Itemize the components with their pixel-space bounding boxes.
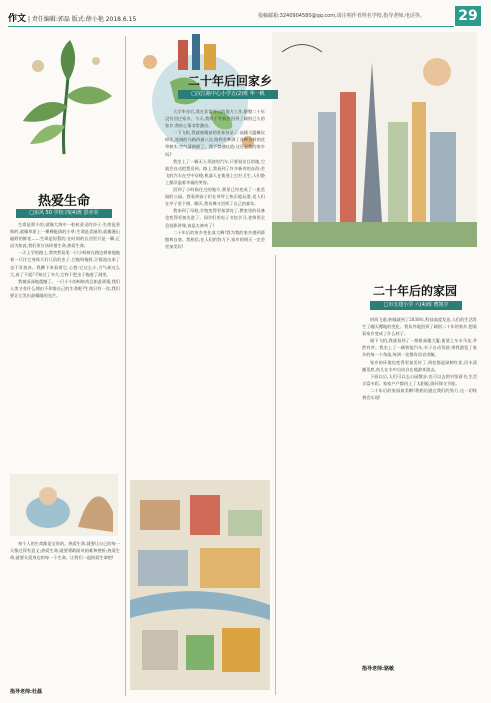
paragraph: 我坐上了一辆无人驾驶的汽车,只要说出目的地,它就会自动把我送到。路上,我看到了许多新奇的东西:会飞的汽车在空中穿梭,机器人在街道上打扫卫生,人们脸上都洋溢着幸福的笑容。 bbox=[165, 158, 265, 185]
plant-illustration bbox=[8, 36, 120, 156]
header-meta: | 责任编辑:郭磊 版式:薛小艳 2018.6.15 bbox=[27, 16, 137, 23]
page-number: 29 bbox=[455, 6, 481, 26]
center-article-title: 二十年后回家乡 bbox=[187, 74, 272, 88]
paragraph: 我被深深地震撼了。一只小小的蚂蚁尚且如此顽强,我们人类又有什么理由不珍惜自己的生命呢?生命只有一次,我们要让它发出最耀眼的光芒。 bbox=[10, 278, 120, 298]
column-divider bbox=[275, 255, 276, 695]
paragraph: 一下飞机,我就被眼前的景象惊呆了:高楼大厦鳞次栉比,宽阔的马路四通八达,路两旁种满了各种各样的花草树木,空气清新极了。我不禁感叹道:这还是我的家乡吗? bbox=[165, 130, 265, 157]
paragraph: 下班以后,人们可以去公园散步,也可以去图书馆看书,生活丰富多彩。家家户户都用上了太阳能,既环保又节能。 bbox=[362, 373, 477, 386]
left-article-body-continued bbox=[10, 540, 120, 685]
paragraph: 刚下飞机,我就看到了一排排高楼大厦,街道上车水马龙,井然有序。我坐上了一辆智能汽车,车子自动驾驶,带我游览了家乡的每一个角落,每到一处都有语音讲解。 bbox=[362, 338, 477, 358]
center-article-body bbox=[165, 108, 265, 478]
left-article-byline: □东风 50 学校 四(4)班 彭亦菲 bbox=[16, 209, 112, 218]
paragraph: 生命是那小的,就像大海中一粒粒金灵的沙子;生命是坚韧的,就像草原上一棵棵挺拔的小草;生命是美丽的,就像漫山遍野的鲜花……生命是短暂的,在时间的长河里只是一瞬,正因为如此,我们更应该珍惜生命,热爱生命。 bbox=[10, 222, 120, 249]
cityscape-illustration bbox=[272, 32, 477, 247]
paragraph: 二十年后的家乡变化真大啊!我为我的家乡感到骄傲和自豪。我相信,在人们的努力下,家乡的明天一定会更加美好! bbox=[165, 229, 265, 249]
paragraph: 家乡的环境也变得更加美好了,到处都是绿树红花,河水清澈见底,鱼儿在水中自由自在地游来游去。 bbox=[362, 359, 477, 372]
right-article-byline: □市五建小学 六(4)班 曹凯宇 bbox=[370, 301, 462, 310]
right-article-body bbox=[362, 316, 477, 658]
section-title: 作文 bbox=[8, 14, 27, 24]
paragraph: 每个人的生命都是宝贵的。热爱生命,就要让自己的每一天都过得有意义;热爱生命,就要勇敢面对困难和挫折;热爱生命,就要关爱身边的每一个生命。让我们一起热爱生命吧! bbox=[10, 541, 120, 561]
paragraph: 二十年后的家园真美啊!我相信通过我们的努力,这一切终将会实现! bbox=[362, 387, 477, 401]
column-divider bbox=[125, 36, 126, 696]
town-illustration bbox=[130, 480, 270, 690]
left-article-title: 热爱生命 bbox=[37, 194, 90, 209]
left-article-teacher: 指导老师:杜磊 bbox=[10, 689, 43, 695]
center-article-byline: □汉江路中心小学五(2)班 华一帆 bbox=[178, 90, 278, 99]
right-article-teacher: 指导老师:骆敏 bbox=[362, 666, 395, 672]
paragraph: 一天上学的路上,我突然看见一只小蚂蚁在路边拼命地拖着一只比它身体大好几倍的虫子,它拖呀拖呀,汗都流出来了也不肯放弃。我蹲下来看着它,心想:它这么小,力气却这么大,真了不起!不知过了多久,它终于把虫子拖进了洞里。 bbox=[10, 250, 120, 277]
paragraph: 我来到了母校,学校变得更加漂亮了,教室里的设备也变得更加先进了。同学们用电子书包学习,老师用全息投影讲课,真是太神奇了! bbox=[165, 208, 265, 228]
sketch-illustration bbox=[8, 472, 120, 538]
paragraph: 大学毕业后,我在非常遥远的地方工作,整整二十年没有回过家乡。今天,我终于有机会回到了阔别已久的家乡,我的心情非常激动。 bbox=[165, 109, 265, 129]
header-contact: 投稿邮箱:3240904580@qq.com,请注明作者姓名学校,指导老师,电话等。 bbox=[258, 13, 425, 19]
paragraph: 回到了小时候住过的地方,那里已经变成了一座美丽的公园。我看到孩子们在草坪上快乐地玩耍,老人们在亭子里下棋、聊天,我仿佛又回到了自己的童年。 bbox=[165, 187, 265, 207]
left-article-body bbox=[10, 221, 120, 469]
paragraph: 时间飞逝,转眼就到了2038年,科技高度发达,人们的生活发生了翻天覆地的变化。我从外地回到了阔别二十年的家乡,想看看家乡变成了什么样子。 bbox=[362, 317, 477, 337]
right-article-title: 二十年后的家园 bbox=[372, 284, 457, 298]
header-section bbox=[8, 11, 136, 24]
header-rule bbox=[8, 26, 454, 27]
